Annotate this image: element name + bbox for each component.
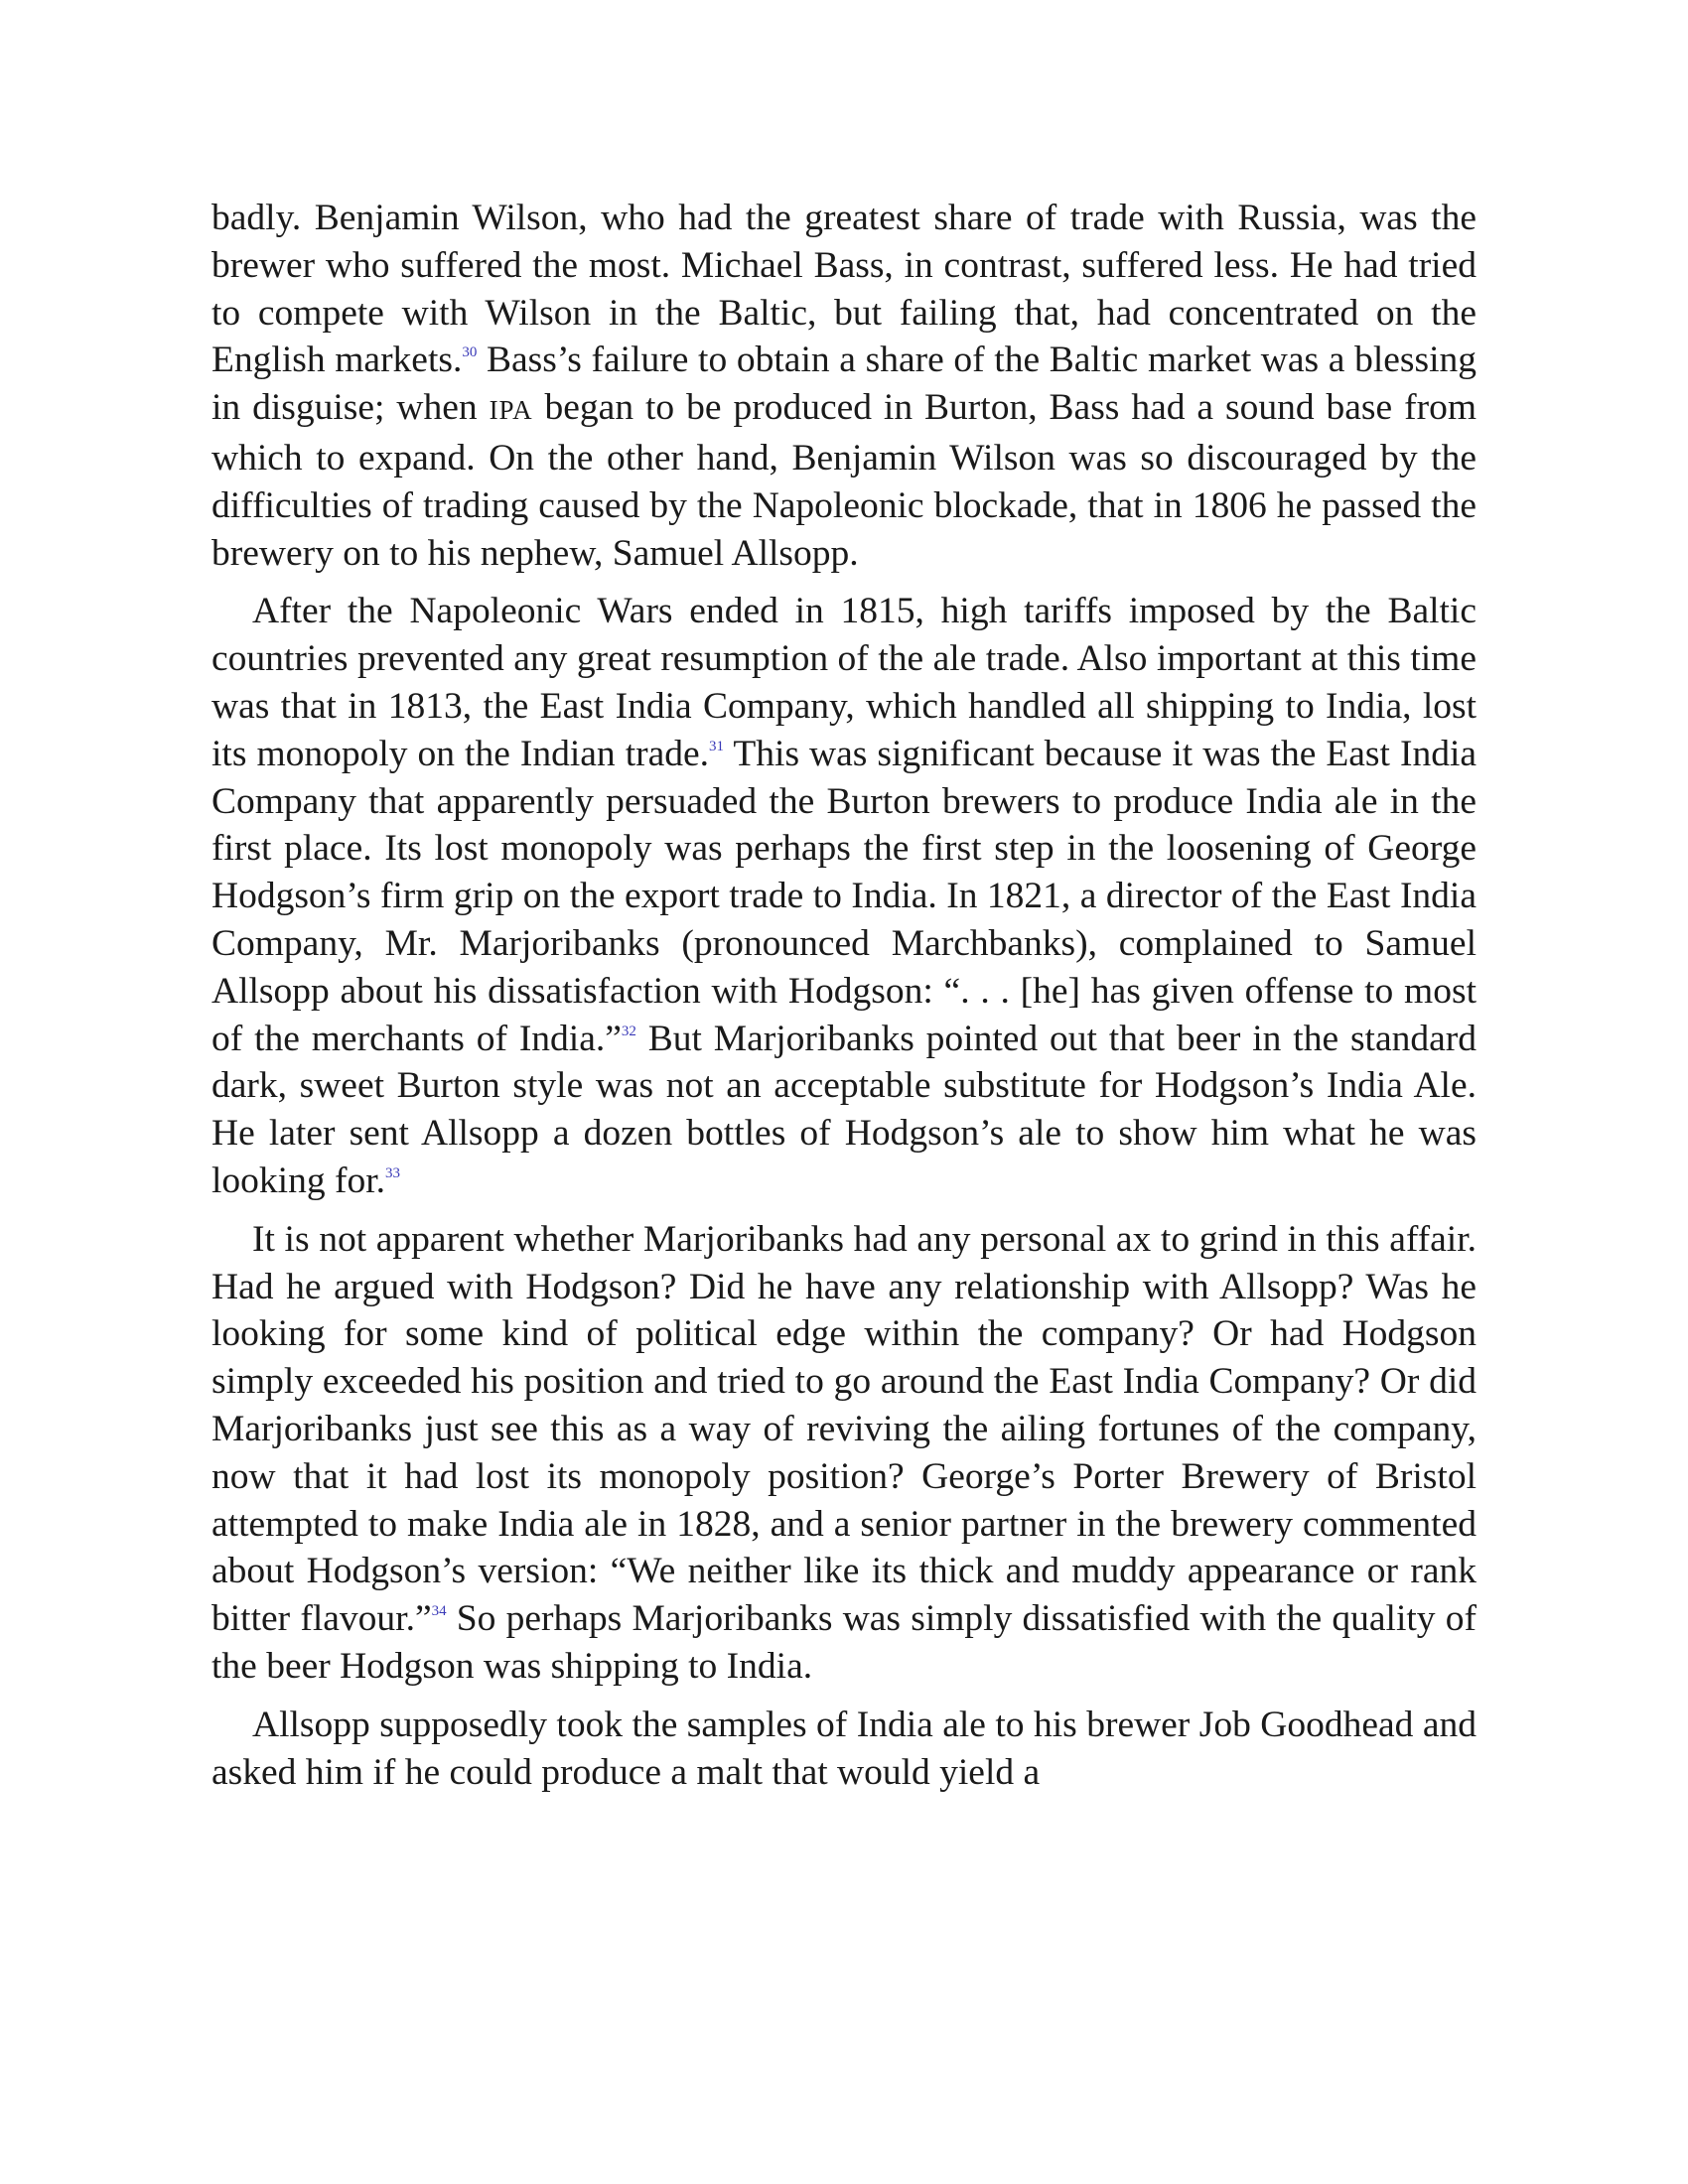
- footnote-ref-32[interactable]: 32: [621, 1023, 636, 1039]
- paragraph-text: After the Napoleonic Wars ended in 1815, high tariffs imposed by the Baltic countries prevented any great resumption of the ale trade. Also important at this time was that in 1813, the East India Company, which handled all shipping to India, lost its monopoly on the Indian trade.: [211, 591, 1477, 774]
- paragraph-3: [211, 1216, 1477, 1691]
- footnote-ref-31[interactable]: 31: [709, 738, 725, 754]
- paragraph-text: It is not apparent whether Marjoribanks had any personal ax to grind in this affair. Had he argued with Hodgson? Did he have any relationship with Allsopp? Was he looking for some kind of political edge within the company? Or had Hodgson simply exceeded his position and tried to go around the East India Company? Or did Marjoribanks just see this as a way of reviving the ailing fortunes of the company, now that it had lost its monopoly position? George’s Porter Brewery of Bristol attempted to make India ale in 1828, and a senior partner in the brewery commented about Hodgson’s version: “We neither like its thick and muddy appearance or rank bitter flavour.”: [211, 1218, 1477, 1640]
- paragraph-text: badly. Benjamin Wilson, who had the greatest share of trade with Russia, was the brewer who suffered the most. Michael Bass, in contrast, suffered less. He had tried to compete with Wilson in the Baltic, but failing that, had concentrated on the English markets.: [211, 198, 1477, 381]
- footnote-ref-34[interactable]: 34: [431, 1603, 447, 1620]
- footnote-ref-30[interactable]: 30: [462, 344, 478, 361]
- paragraph-text: began to be produced in Burton, Bass had a sound base from which to expand. On the other hand, Benjamin Wilson was so discouraged by the difficulties of trading caused by the Napoleonic blockade, that in 1806 he passed the brewery on to his nephew, Samuel Allsopp.: [211, 387, 1477, 574]
- paragraph-4: [211, 1702, 1477, 1797]
- footnote-ref-33[interactable]: 33: [385, 1164, 400, 1181]
- paragraph-2: [211, 588, 1477, 1204]
- paragraph-text: But Marjoribanks pointed out that beer in the standard dark, sweet Burton style was not an acceptable substitute for Hodgson’s India Ale. He later sent Allsopp a dozen bottles of Hodgson’s ale to show him what he was looking for.: [211, 1018, 1477, 1201]
- paragraph-text: This was significant because it was the East India Company that apparently persuaded the Burton brewers to produce India ale in the first place. Its lost monopoly was perhaps the first step in the loosening of George Hodgson’s firm grip on the export trade to India. In 1821, a director of the East India Company, Mr. Marjoribanks (pronounced Marchbanks), complained to Samuel Allsopp about his dissatisfaction with Hodgson: “. . . [he] has given offense to most of the merchants of India.”: [211, 733, 1477, 1059]
- page-body: [211, 195, 1477, 1807]
- paragraph-text: Allsopp supposedly took the samples of India ale to his brewer Job Goodhead and asked him if he could produce a malt that would yield a: [211, 1704, 1477, 1793]
- acronym-ipa: IPA: [489, 395, 533, 426]
- paragraph-1: [211, 195, 1477, 577]
- paragraph-text: Bass’s failure to obtain a share of the Baltic market was a blessing in disguise; when: [211, 340, 1477, 429]
- paragraph-text: So perhaps Marjoribanks was simply dissatisfied with the quality of the beer Hodgson was shipping to India.: [211, 1598, 1477, 1687]
